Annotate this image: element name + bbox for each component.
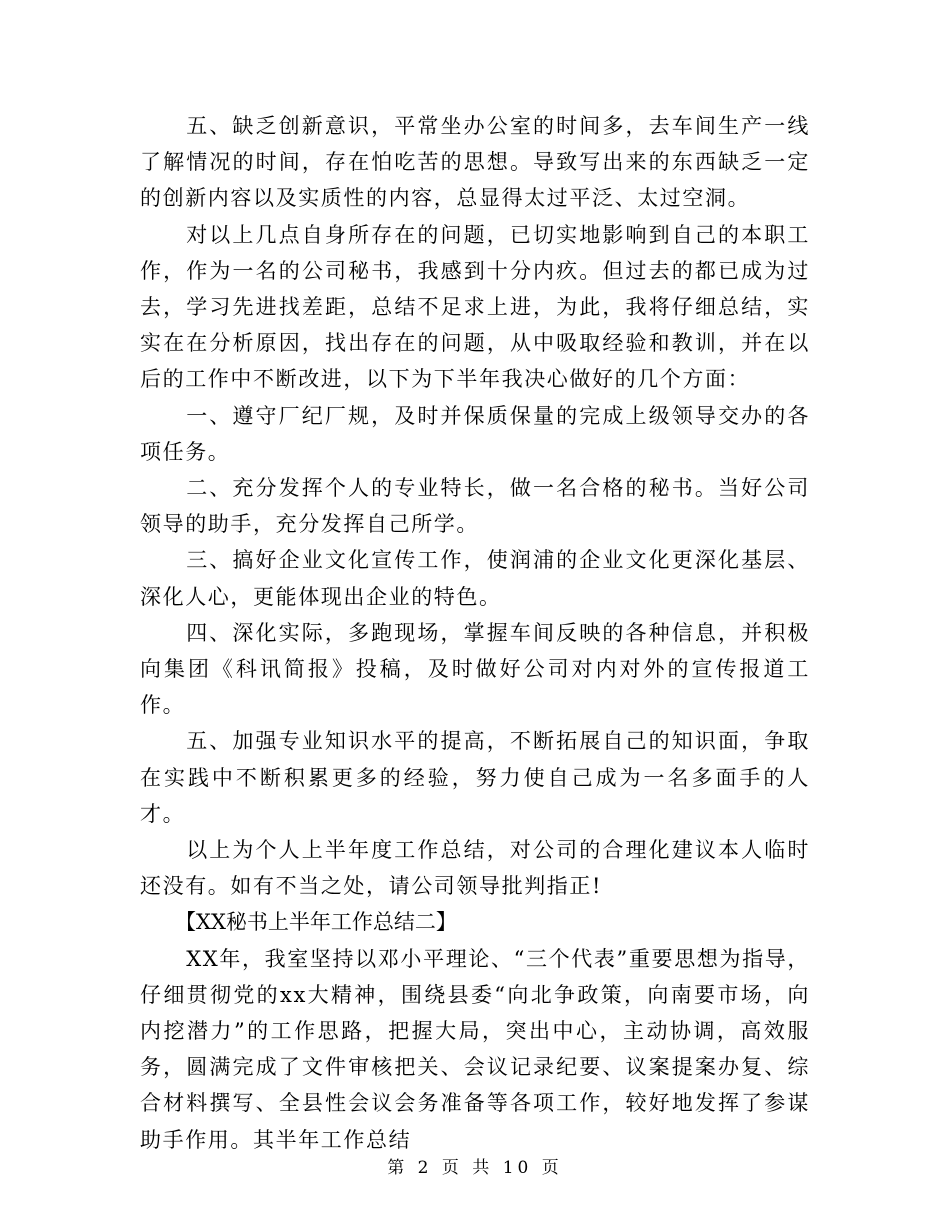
page-number-footer: 第 2 页 共 10 页 bbox=[387, 1158, 563, 1178]
paragraph: XX年，我室坚持以邓小平理论、“三个代表”重要思想为指导，仔细贯彻党的xx大精神，围绕县委“向北争政策，向南要市场，向内挖潜力”的工作思路，把握大局，突出中心，主动协调，高效服务，圆满完成了文件审核把关、会议记录纪要、议案提案办复、综合材料撰写、全县性会议会务准备等各项工作，较好地发挥了参谋助手作用。其半年工作总结 bbox=[140, 946, 810, 1152]
document-body bbox=[140, 108, 810, 1158]
paragraph: 对以上几点自身所存在的问题，已切实地影响到自己的本职工作，作为一名的公司秘书，我感到十分内疚。但过去的都已成为过去，学习先进找差距，总结不足求上进，为此，我将仔细总结，实实在在分析原因，找出存在的问题，从中吸取经验和教训，并在以后的工作中不断改进，以下为下半年我决心做好的几个方面： bbox=[140, 222, 810, 392]
paragraph: 三、搞好企业文化宣传工作，使润浦的企业文化更深化基层、深化人心，更能体现出企业的特色。 bbox=[140, 548, 810, 609]
section-heading: 【XX秘书上半年工作总结二】 bbox=[175, 910, 457, 935]
paragraph: 五、加强专业知识水平的提高，不断拓展自己的知识面，争取在实践中不断积累更多的经验，努力使自己成为一名多面手的人才。 bbox=[140, 729, 810, 826]
paragraph: 二、充分发挥个人的专业特长，做一名合格的秘书。当好公司领导的助手，充分发挥自己所学。 bbox=[140, 476, 810, 537]
paragraph: 五、缺乏创新意识，平常坐办公室的时间多，去车间生产一线了解情况的时间，存在怕吃苦的思想。导致写出来的东西缺乏一定的创新内容以及实质性的内容，总显得太过平泛、太过空洞。 bbox=[140, 114, 810, 211]
paragraph: 以上为个人上半年度工作总结，对公司的合理化建议本人临时还没有。如有不当之处，请公司领导批判指正! bbox=[140, 838, 810, 899]
paragraph: 一、遵守厂纪厂规，及时并保质保量的完成上级领导交办的各项任务。 bbox=[140, 403, 810, 464]
paragraph: 四、深化实际，多跑现场，掌握车间反映的各种信息，并积极向集团《科讯简报》投稿，及时做好公司对内对外的宣传报道工作。 bbox=[140, 620, 810, 718]
